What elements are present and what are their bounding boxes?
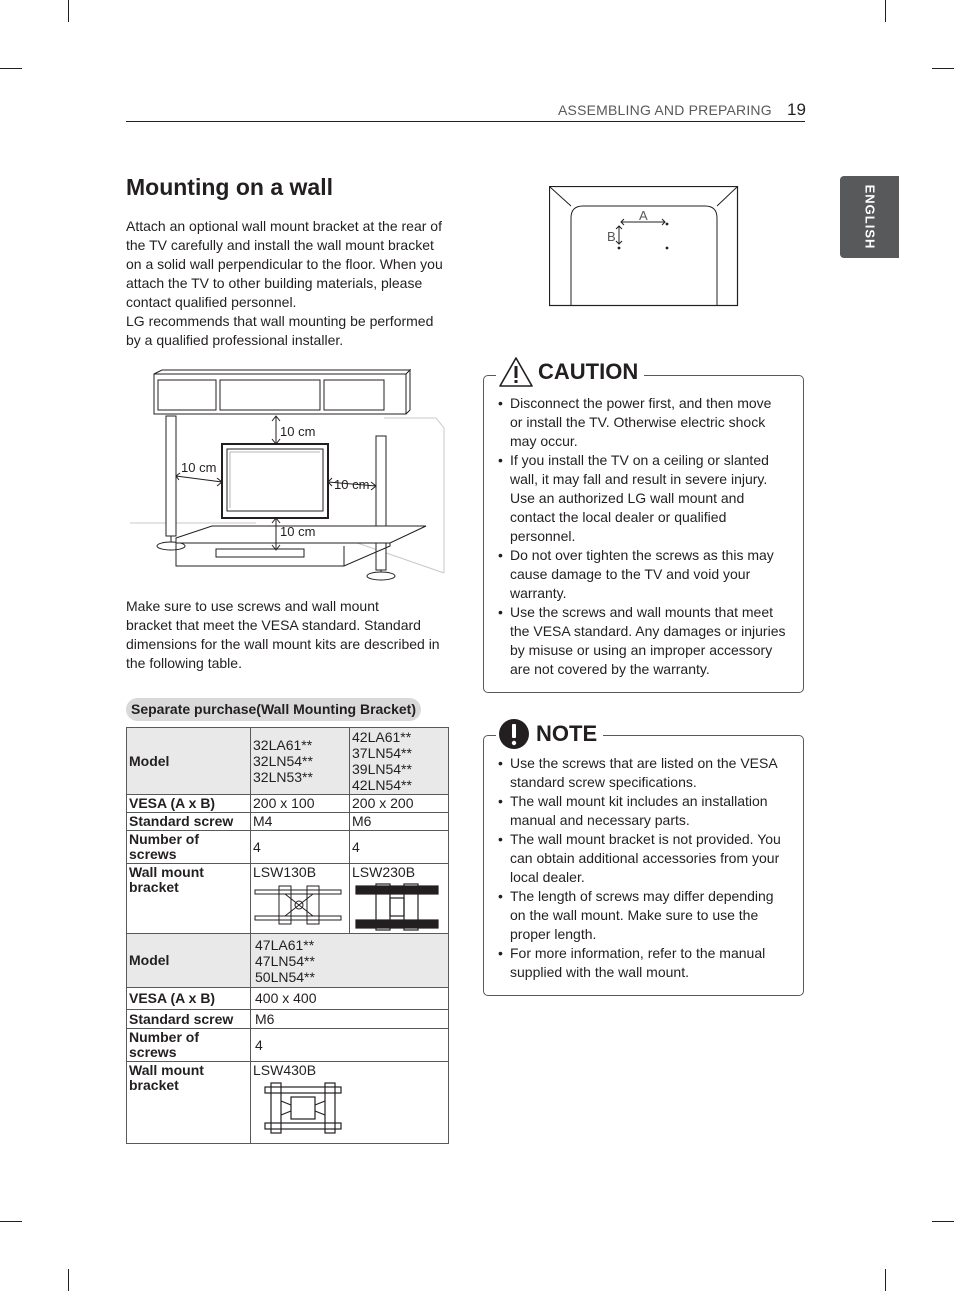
- intro-paragraph: [126, 217, 456, 350]
- row-label-model: Model: [127, 728, 251, 795]
- list-item: [496, 754, 796, 792]
- vesa-paragraph: [126, 597, 456, 673]
- clearance-left-label: 10 cm: [181, 460, 217, 475]
- model-cell: [251, 728, 350, 795]
- bracket-lsw130b-image: [253, 884, 343, 928]
- row-label-count: [127, 831, 251, 864]
- row-label-screw: Standard screw: [127, 1010, 251, 1029]
- warning-triangle-icon: [498, 356, 534, 388]
- bracket-lsw430b-image: [263, 1081, 343, 1135]
- crop-mark: [932, 68, 954, 69]
- count-value: 4: [251, 831, 350, 864]
- language-tab-label: ENGLISH: [862, 184, 878, 250]
- page-title: Mounting on a wall: [126, 174, 333, 200]
- label-line: screws: [129, 1044, 177, 1060]
- text-line: standard screw specifications.: [510, 774, 697, 790]
- text-line: • If you install the TV on a ceiling or slanted: [510, 452, 769, 468]
- crop-mark: [932, 1221, 954, 1222]
- text-line: • Use the screws and wall mounts that meet: [510, 604, 774, 620]
- header-rule: [126, 121, 805, 122]
- bracket-name: LSW130B: [253, 864, 317, 880]
- vesa-b-label: B: [607, 229, 616, 244]
- text-line: • Do not over tighten the screws as this may: [510, 547, 774, 563]
- text-line: proper length.: [510, 926, 597, 942]
- text-line: warranty.: [510, 585, 567, 601]
- text-line: contact the local dealer or qualified: [510, 509, 727, 525]
- crop-mark: [885, 1269, 886, 1291]
- list-item: [496, 451, 796, 546]
- text-line: • Use the screws that are listed on the VESA: [510, 755, 778, 771]
- caution-box: [483, 375, 804, 693]
- bracket-table-1: [126, 727, 449, 937]
- row-label-vesa: VESA (A x B): [127, 988, 251, 1010]
- text-line: wall, it may fall and result in severe injury.: [510, 471, 768, 487]
- count-value: 4: [350, 831, 449, 864]
- intro-line: attach the TV to other building materials, please: [126, 275, 423, 291]
- label-line: Number of: [129, 831, 199, 847]
- vesa-line: bracket that meet the VESA standard. Standard: [126, 617, 421, 633]
- count-value: 4: [251, 1029, 449, 1062]
- text-line: Use an authorized LG wall mount and: [510, 490, 745, 506]
- text-line: may occur.: [510, 433, 578, 449]
- text-line: personnel.: [510, 528, 576, 544]
- bracket-name: LSW430B: [253, 1062, 317, 1078]
- label-line: bracket: [129, 1077, 179, 1093]
- text-line: • The length of screws may differ depending: [510, 888, 774, 904]
- label-line: screws: [129, 846, 177, 862]
- vesa-a-label: A: [639, 208, 648, 223]
- text-line: • Disconnect the power first, and then move: [510, 395, 772, 411]
- label-line: bracket: [129, 879, 179, 895]
- table-row: [127, 1062, 449, 1144]
- intro-line: on a solid wall perpendicular to the floor. When you: [126, 256, 443, 272]
- bracket-table-2: [126, 933, 449, 1144]
- intro-line: the TV carefully and install the wall mount bracket: [126, 237, 434, 253]
- list-item: [496, 830, 796, 887]
- model-name: 47LA61**: [255, 936, 315, 953]
- bracket-name: LSW230B: [352, 864, 416, 880]
- screw-value: M4: [251, 813, 350, 831]
- model-name: 39LN54**: [352, 761, 412, 777]
- vesa-value: 200 x 200: [350, 795, 449, 813]
- text-line: cause damage to the TV and void your: [510, 566, 751, 582]
- table-row: [127, 934, 449, 988]
- note-heading: [496, 718, 603, 750]
- bracket-cell: [251, 1062, 449, 1144]
- table-row: [127, 831, 449, 864]
- model-name: 42LA61**: [352, 729, 412, 745]
- note-list: [496, 754, 796, 982]
- text-line: or install the TV. Otherwise electric shock: [510, 414, 766, 430]
- text-line: • The wall mount bracket is not provided. You: [510, 831, 781, 847]
- model-name: 32LA61**: [253, 737, 313, 753]
- model-name: 42LN54**: [352, 777, 412, 793]
- row-label-vesa: VESA (A x B): [127, 795, 251, 813]
- table-heading: Separate purchase(Wall Mounting Bracket): [126, 698, 421, 721]
- screw-value: M6: [350, 813, 449, 831]
- caution-heading: [496, 356, 644, 388]
- intro-line: Attach an optional wall mount bracket at the rear of: [126, 218, 442, 234]
- model-name: 47LN54**: [255, 952, 315, 969]
- caution-title: CAUTION: [538, 359, 639, 384]
- note-box: [483, 735, 804, 996]
- crop-mark: [68, 1269, 69, 1291]
- table-row: [127, 728, 449, 795]
- text-line: by misuse or using an improper accessory: [510, 642, 773, 658]
- language-tab[interactable]: [840, 176, 899, 258]
- wall-clearance-illustration: [126, 368, 446, 583]
- model-name: 50LN54**: [255, 968, 315, 985]
- text-line: • The wall mount kit includes an installation: [510, 793, 768, 809]
- label-line: Number of: [129, 1029, 199, 1045]
- crop-mark: [885, 0, 886, 22]
- crop-mark: [0, 68, 22, 69]
- table-row: [127, 988, 449, 1010]
- table-row: [127, 795, 449, 813]
- list-item: [496, 944, 796, 982]
- crop-mark: [68, 0, 69, 22]
- intro-line: by a qualified professional installer.: [126, 332, 344, 348]
- vesa-line: the following table.: [126, 655, 242, 671]
- row-label-screw: Standard screw: [127, 813, 251, 831]
- list-item: [496, 603, 796, 679]
- text-line: manual and necessary parts.: [510, 812, 690, 828]
- page-number: 19: [787, 100, 806, 119]
- list-item: [496, 792, 796, 830]
- vesa-value: 200 x 100: [251, 795, 350, 813]
- table-row: [127, 1029, 449, 1062]
- label-line: Wall mount: [129, 1062, 204, 1078]
- text-line: can obtain additional accessories from your: [510, 850, 780, 866]
- row-label-bracket: [127, 1062, 251, 1144]
- model-name: 32LN54**: [253, 753, 313, 769]
- label-line: Wall mount: [129, 864, 204, 880]
- row-label-count: [127, 1029, 251, 1062]
- clearance-top-label: 10 cm: [280, 424, 316, 439]
- row-label-bracket: [127, 864, 251, 937]
- model-cell: [350, 728, 449, 795]
- note-title: NOTE: [536, 721, 598, 746]
- vesa-value: 400 x 400: [251, 988, 449, 1010]
- text-line: are not covered by the warranty.: [510, 661, 710, 677]
- table-row: [127, 1010, 449, 1029]
- clearance-right-label: 10 cm: [334, 477, 370, 492]
- list-item: [496, 887, 796, 944]
- text-line: the VESA standard. Any damages or injuries: [510, 623, 786, 639]
- list-item: [496, 546, 796, 603]
- caution-list: [496, 394, 796, 679]
- intro-line: LG recommends that wall mounting be performed: [126, 313, 434, 329]
- section-title: ASSEMBLING AND PREPARING: [558, 102, 772, 118]
- model-name: 32LN53**: [253, 769, 313, 785]
- table-row: [127, 813, 449, 831]
- text-line: • For more information, refer to the manual: [510, 945, 766, 961]
- vesa-line: Make sure to use screws and wall mount: [126, 598, 379, 614]
- list-item: [496, 394, 796, 451]
- vesa-line: dimensions for the wall mount kits are described in: [126, 636, 440, 652]
- text-line: supplied with the wall mount.: [510, 964, 689, 980]
- exclamation-circle-icon: [498, 718, 530, 750]
- clearance-bottom-label: 10 cm: [280, 524, 316, 539]
- model-name: 37LN54**: [352, 745, 412, 761]
- crop-mark: [0, 1221, 22, 1222]
- bracket-cell: [350, 864, 449, 937]
- bracket-cell: [251, 864, 350, 937]
- row-label-model: Model: [127, 934, 251, 988]
- bracket-lsw230b-image: [352, 882, 442, 932]
- intro-line: contact qualified personnel.: [126, 294, 297, 310]
- table-row: [127, 864, 449, 937]
- text-line: local dealer.: [510, 869, 585, 885]
- screw-value: M6: [251, 1010, 449, 1029]
- text-line: on the wall mount. Make sure to use the: [510, 907, 759, 923]
- vesa-pattern-diagram: [549, 186, 739, 308]
- model-cell: [251, 934, 449, 988]
